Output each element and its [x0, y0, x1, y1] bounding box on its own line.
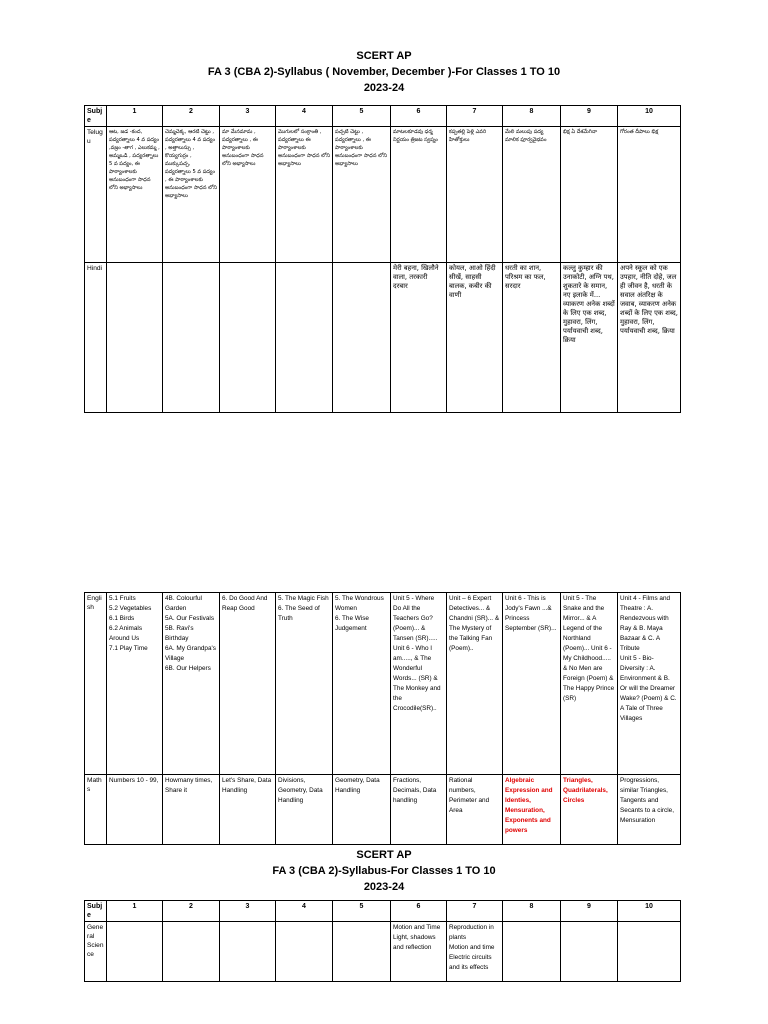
header-class: 9 — [561, 106, 618, 127]
syllabus-table-2 — [84, 592, 681, 845]
doc-subtitle-1: FA 3 (CBA 2)-Syllabus ( November, December )-For Classes 1 TO 10 — [207, 66, 561, 78]
syllabus-cell — [220, 922, 276, 982]
syllabus-cell: మేలి మలుపు పద్య మాలిక ఫూర్వవైభవం — [503, 127, 561, 263]
subject-cell: Hindi — [85, 263, 107, 413]
syllabus-table-1 — [84, 105, 681, 413]
syllabus-cell: Numbers 10 - 99, — [107, 775, 163, 845]
header-class: 6 — [391, 106, 447, 127]
syllabus-cell: Let's Share, Data Handling — [220, 775, 276, 845]
syllabus-cell: कल्लु कुम्हार की उनाकोटी, अग्नि पथ, शुकतारे के समान, नए इलाके में... व्याकरण अनेक शब्दों के लिए एक शब्द, मुहावरा, लिंग, पर्यायवाची शब्द, क्रिया — [561, 263, 618, 413]
header-class: 8 — [503, 901, 561, 922]
header-class: 4 — [276, 106, 333, 127]
doc-subtitle-2: FA 3 (CBA 2)-Syllabus-For Classes 1 TO 10 — [272, 865, 496, 877]
header-subject: Subje — [85, 106, 107, 127]
doc-title-1: SCERT AP — [356, 50, 412, 62]
table-header-row — [85, 106, 681, 127]
syllabus-cell — [276, 263, 333, 413]
subject-cell: General Science — [85, 922, 107, 982]
syllabus-cell-highlighted: Triangles, Quadrilaterals, Circles — [561, 775, 618, 845]
syllabus-cell: Divisions, Geometry, Data Handling — [276, 775, 333, 845]
syllabus-cell: మాటలకూడవు ధర్మ నిర్ణయం త్రిజట స్వప్నం — [391, 127, 447, 263]
syllabus-cell: Howmany times, Share it — [163, 775, 220, 845]
table-row-english — [85, 593, 681, 775]
header-class: 3 — [220, 106, 276, 127]
header-class: 5 — [333, 901, 391, 922]
header-class: 2 — [163, 901, 220, 922]
doc-year-2: 2023-24 — [363, 881, 405, 893]
header-class: 6 — [391, 901, 447, 922]
syllabus-cell: ఆట, జడ -కంద, పద్యరత్నాలు 4 వ పద్యం ,వజ్రం -తాగ , ఎలుకమ్మ , అమ్మఒడి , పద్యరత్నాలు 5 వ పద్యం, ఈ పాఠ్యాంశాలకు అనుబంధంగా సాధన లోని అభ్యాసాలు — [107, 127, 163, 263]
syllabus-cell: చెమ్మచెక్క, ఆరటి చెట్టు , పద్యరత్నాలు 4 వ పద్యం , అత్తాలుస్సు , కొయ్యగుర్రం , ముక్కుపచ్చ, పద్యరత్నాలు 5 వ పద్యం , ఈ పాఠ్యాంశాలకు అనుబంధంగా సాధన లోని అభ్యాసాలు — [163, 127, 220, 263]
syllabus-cell — [107, 263, 163, 413]
syllabus-cell — [220, 263, 276, 413]
syllabus-cell: Unit 4 - Films and Theatre : A. Rendezvous with Ray & B. Maya Bazaar & C. A Tribute Unit 5 - Bio-Diversity : A. Environment & B. Or will the Dreamer Wake? (Poem) & C. A Tale of Three Villages — [618, 593, 681, 775]
syllabus-cell: कोयल, आओ हिंदी सीखें, साहसी बालक, कबीर की वाणी — [447, 263, 503, 413]
syllabus-cell — [276, 922, 333, 982]
syllabus-cell: Rational numbers, Perimeter and Area — [447, 775, 503, 845]
header-class: 2 — [163, 106, 220, 127]
table-row-telugu — [85, 127, 681, 263]
syllabus-cell: Motion and Time Light, shadows and reflection — [391, 922, 447, 982]
header-class: 1 — [107, 106, 163, 127]
syllabus-cell — [333, 263, 391, 413]
syllabus-cell: Unit 5 - The Snake and the Mirror... & A Legend of the Northland (Poem)... Unit 6 - My Childhood..... & No Men are Foreign (Poem) & The Happy Prince (SR) — [561, 593, 618, 775]
header-class: 7 — [447, 901, 503, 922]
syllabus-cell: 6. Do Good And Reap Good — [220, 593, 276, 775]
subject-cell: Maths — [85, 775, 107, 845]
syllabus-cell — [107, 922, 163, 982]
syllabus-cell: Reproduction in plants Motion and time Electric circuits and its effects — [447, 922, 503, 982]
syllabus-cell-highlighted: Algebraic Expression and Identies, Mensuration, Exponents and powers — [503, 775, 561, 845]
header-class: 1 — [107, 901, 163, 922]
syllabus-cell: పచ్చటి చెట్టు , పద్యరత్నాలు , ఈ పాఠ్యాంశాలకు అనుబంధంగా సాధన లోని అభ్యాసాలు — [333, 127, 391, 263]
header-class: 7 — [447, 106, 503, 127]
syllabus-cell: Geometry, Data Handling — [333, 775, 391, 845]
syllabus-cell: మా మేనమామ , పద్యరత్నాలు , ఈ పాఠ్యాంశాలకు అనుబంధంగా సాధన లోని అభ్యాసాలు — [220, 127, 276, 263]
syllabus-cell — [333, 922, 391, 982]
syllabus-cell: మొగులలో సంక్రాంతి , పద్యరత్నాలు ఈ పాఠ్యాంశాలకు అనుబంధంగా సాధన లోని అభ్యాసాలు — [276, 127, 333, 263]
header-class: 10 — [618, 901, 681, 922]
doc-year-1: 2023-24 — [363, 82, 405, 94]
syllabus-cell: Unit 5 - Where Do All the Teachers Go? (Poem)... & Tansen (SR)..... Unit 6 - Who I am....., & The Wonderful Words... (SR) & The Monkey and the Crocodile(SR).. — [391, 593, 447, 775]
header-class: 4 — [276, 901, 333, 922]
syllabus-cell: గోరంత దీపాలు భిక్ష — [618, 127, 681, 263]
syllabus-cell: Unit – 6 Expert Detectives... & Chandni (SR)... & The Mystery of the Talking Fan (Poem).. — [447, 593, 503, 775]
syllabus-cell — [561, 922, 618, 982]
syllabus-table-3 — [84, 900, 681, 982]
header-class: 10 — [618, 106, 681, 127]
header-class: 3 — [220, 901, 276, 922]
subject-cell: English — [85, 593, 107, 775]
subject-cell: Telugu — [85, 127, 107, 263]
syllabus-cell: मेरी बहना, खिलौने वाला, तरकारी दरबार — [391, 263, 447, 413]
syllabus-cell — [163, 263, 220, 413]
syllabus-cell — [503, 922, 561, 982]
header-class: 9 — [561, 901, 618, 922]
syllabus-cell: కప్పతల్లి పెళ్లి ఎవరి హితోక్తులు — [447, 127, 503, 263]
header-subject: Subje — [85, 901, 107, 922]
table-row-science — [85, 922, 681, 982]
syllabus-cell: భిక్ష ఏ దేశమేగినా — [561, 127, 618, 263]
table-row-maths — [85, 775, 681, 845]
syllabus-cell: अपने स्कूल को एक उपहार, नीति दोहे, जल ही जीवन है, धरती के सवाल अंतरिक्ष के जवाब, व्याकरण अनेक शब्दों के लिए एक शब्द, मुहावरा, लिंग, पर्यायवाची शब्द, क्रिया — [618, 263, 681, 413]
syllabus-cell: 5. The Wondrous Women 6. The Wise Judgement — [333, 593, 391, 775]
table-header-row — [85, 901, 681, 922]
syllabus-cell — [163, 922, 220, 982]
syllabus-cell — [618, 922, 681, 982]
syllabus-cell: धरती का शान, परिश्रम का फल, सरदार — [503, 263, 561, 413]
doc-title-2: SCERT AP — [356, 849, 412, 861]
syllabus-cell: Progressions, similar Triangles, Tangents and Secants to a circle, Mensuration — [618, 775, 681, 845]
syllabus-cell: Fractions, Decimals, Data handling — [391, 775, 447, 845]
syllabus-cell: 4B. Colourful Garden 5A. Our Festivals 5B. Ravi's Birthday 6A. My Grandpa's Village 6B. Our Helpers — [163, 593, 220, 775]
header-class: 8 — [503, 106, 561, 127]
syllabus-cell: Unit 6 - This is Jody's Fawn ...& Princess September (SR)... — [503, 593, 561, 775]
syllabus-cell: 5.1 Fruits 5.2 Vegetables 6.1 Birds 6.2 Animals Around Us 7.1 Play Time — [107, 593, 163, 775]
table-row-hindi — [85, 263, 681, 413]
header-class: 5 — [333, 106, 391, 127]
syllabus-cell: 5. The Magic Fish 6. The Seed of Truth — [276, 593, 333, 775]
